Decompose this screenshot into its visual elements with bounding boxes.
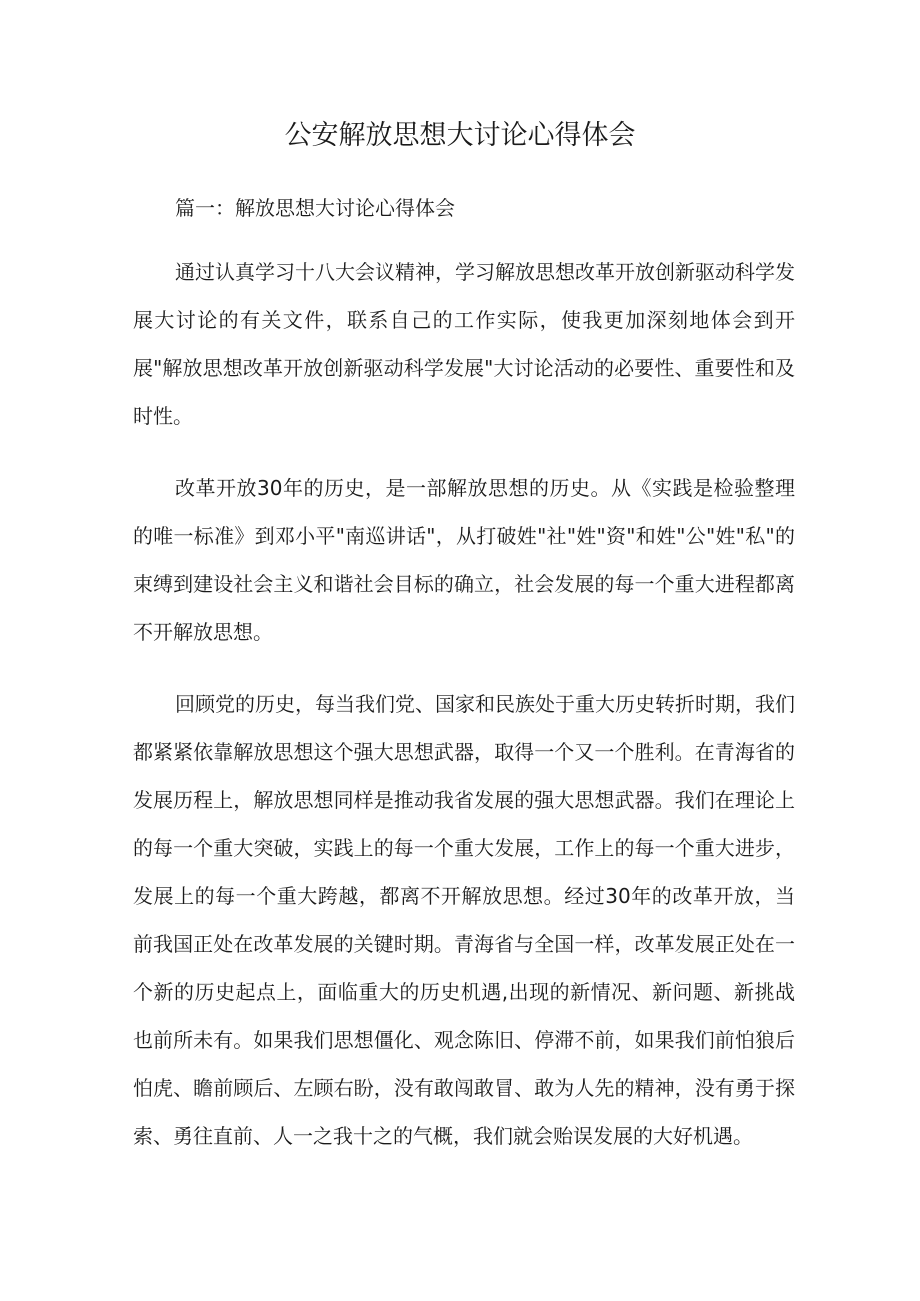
section-heading: 篇一：解放思想大讨论心得体会 (175, 196, 455, 220)
paragraph-3: 回顾党的历史，每当我们党、国家和民族处于重大历史转折时期，我们都紧紧依靠解放思想这个强大思想武器，取得一个又一个胜利。在青海省的发展历程上，解放思想同样是推动我省发展的强大思想武器。我们在理论上的每一个重大突破，实践上的每一个重大发展，工作上的每一个重大进步，发展上的每一个重大跨越，都离不开解放思想。经过30年的改革开放，当前我国正处在改革发展的关键时期。青海省与全国一样，改革发展正处在一个新的历史起点上，面临重大的历史机遇,出现的新情况、新问题、新挑战也前所未有。如果我们思想僵化、观念陈旧、停滞不前，如果我们前怕狼后怕虎、瞻前顾后、左顾右盼，没有敢闯敢冒、敢为人先的精神，没有勇于探索、勇往直前、人一之我十之的气概，我们就会贻误发展的大好机遇。 (133, 692, 795, 1148)
document-title: 公安解放思想大讨论心得体会 (284, 120, 636, 151)
paragraph-2: 改革开放30年的历史，是一部解放思想的历史。从《实践是检验整理的唯一标准》到邓小平"南巡讲话"，从打破姓"社"姓"资"和姓"公"姓"私"的束缚到建设社会主义和谐社会目标的确立，社会发展的每一个重大进程都离不开解放思想。 (133, 476, 795, 644)
paragraph-1: 通过认真学习十八大会议精神，学习解放思想改革开放创新驱动科学发展大讨论的有关文件，联系自己的工作实际，使我更加深刻地体会到开展"解放思想改革开放创新驱动科学发展"大讨论活动的必要性、重要性和及时性。 (133, 260, 795, 428)
